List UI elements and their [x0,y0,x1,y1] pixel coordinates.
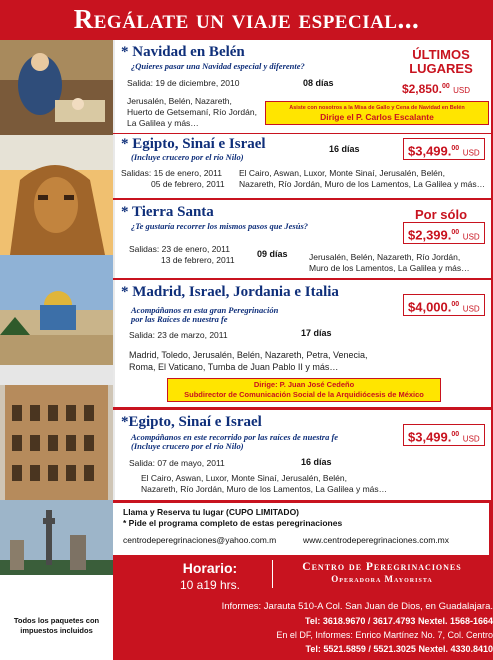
footer-line: En el DF, Informes: Enrico Martínez No. 7, Col. Centro [276,630,493,640]
trip-card-egipto-1 [113,134,491,198]
trip-days: 16 días [329,144,360,154]
trip-title: * Madrid, Israel, Jordania e Italia [121,284,339,300]
brand-name: Centro de Peregrinaciones [302,561,462,573]
nativity-painting-image [0,40,113,135]
colosseum-image [0,365,113,500]
trip-route-line: Huerto de Getsemaní, Río Jordán, [127,107,257,117]
trip-title: *Egipto, Sinaí e Israel [121,414,262,430]
trip-note-box: Dirige: P. Juan José Cedeño Subdirector de Comunicación Social de la Arquidiócesis de México [167,378,441,402]
trip-subtitle: Acompáñanos en este recorrido por las raíces de nuestra fe [131,432,339,442]
sphinx-image [0,135,113,255]
trip-route-line: Nazareth, Río Jordán, Muro de los Lamentos, La Galilea y más… [141,484,388,494]
trip-price: $3,499.00 USD [403,138,485,160]
trip-route-line: Nazareth, Río Jordán, Muro de los Lamentos, La Galilea y más… [239,179,486,189]
program-line: * Pide el programa completo de estas peregrinaciones [123,518,343,528]
trip-days: 09 días [257,249,288,259]
trip-days: 17 días [301,328,332,338]
trip-price: $4,000.00 USD [403,294,485,316]
trip-route-line: Jerusalén, Belén, Nazareth, [127,96,232,106]
footer-line: Informes: Jarauta 510-A Col. San Juan de Dios, en Guadalajara. [221,601,493,612]
trip-note-box: Asiste con nosotros a la Misa de Gallo y Cena de Navidad en Belén Dirige el P. Carlos Escalante [265,101,489,125]
trip-departure: 13 de febrero, 2011 [161,255,235,265]
brand-block [272,560,491,588]
trip-subtitle: (Incluye crucero por el río Nilo) [131,152,244,162]
trip-title: * Egipto, Sinaí e Israel [121,136,266,152]
trip-subtitle: ¿Te gustaría recorrer los mismos pasos que Jesús? [131,221,309,231]
trip-departure: Salidas: 23 de enero, 2011 [129,244,230,254]
trip-subtitle: Acompáñanos en esta gran Peregrinación [131,305,279,315]
trip-departure: Salida: 23 de marzo, 2011 [129,330,228,340]
trip-price: $3,499.00 USD [403,424,485,446]
brand-tagline: Operadora Mayorista [331,574,433,584]
trip-departure: Salida: 07 de mayo, 2011 [129,458,225,468]
reserve-line: Llama y Reserva tu lugar (CUPO LIMITADO) [123,507,300,517]
email-link[interactable]: centrodeperegrinaciones@yahoo.com.m [123,535,277,545]
trip-price: $2,399.00 USD [403,222,485,244]
trip-days: 08 días [303,78,334,88]
jerusalem-dome-image [0,255,113,365]
trip-title: * Tierra Santa [121,204,214,220]
website-link[interactable]: www.centrodeperegrinaciones.com.mx [303,535,449,545]
trip-route-line: La Galilea y más… [127,118,199,128]
trip-title: * Navidad en Belén [121,44,245,60]
packages-note: Todos los paquetes con impuestos incluidos [13,616,100,635]
trip-departure: 05 de febrero, 2011 [151,179,225,189]
footer-line: Tel: 3618.9670 / 3617.4793 Nextel. 1568-1664 [305,616,493,626]
trip-card-egipto-2 [113,410,491,500]
trip-days: 16 días [301,457,332,467]
trip-card-navidad [113,40,491,133]
trip-route-line: Madrid, Toledo, Jerusalén, Belén, Nazareth, Petra, Venecia, [129,350,368,360]
last-places-badge: ÚLTIMOS LUGARES [409,47,473,76]
trip-route-line: El Cairo, Aswan, Luxor, Monte Sinaí, Jerusalén, Belén, [141,473,348,483]
trip-card-tierra-santa [113,200,491,278]
trip-card-madrid [113,280,491,407]
contact-box [113,503,489,555]
trip-subtitle: ¿Quieres pasar una Navidad especial y diferente? [131,61,305,71]
page-title: Regálate un viaje especial... [0,0,493,42]
trip-subtitle: por las Raíces de nuestra fe [131,314,228,324]
trip-subtitle: (Incluye crucero por el río Nilo) [131,441,244,451]
trip-route-line: Muro de los Lamentos, La Galilea y más… [309,263,470,273]
trip-departure: Salidas: 15 de enero, 2011 [121,168,222,178]
trip-departure: Salida: 19 de diciembre, 2010 [127,78,240,88]
photo-strip [0,40,113,660]
schedule: Horario: 10 a19 hrs. [179,560,241,592]
footer-line: Tel: 5521.5859 / 5521.3025 Nextel. 4330.8410 [305,644,493,654]
trip-route-line: El Cairo, Aswan, Luxor, Monte Sinaí, Jerusalén, Belén, [239,168,446,178]
trip-price: $2,850.00 USD [401,82,471,96]
trip-route-line: Roma, El Vaticano, Tumba de Juan Pablo II y más… [129,362,339,372]
price-prefix-label: Por sólo [415,207,468,222]
trip-route-line: Jerusalén, Belén, Nazareth, Río Jordán, [309,252,461,262]
